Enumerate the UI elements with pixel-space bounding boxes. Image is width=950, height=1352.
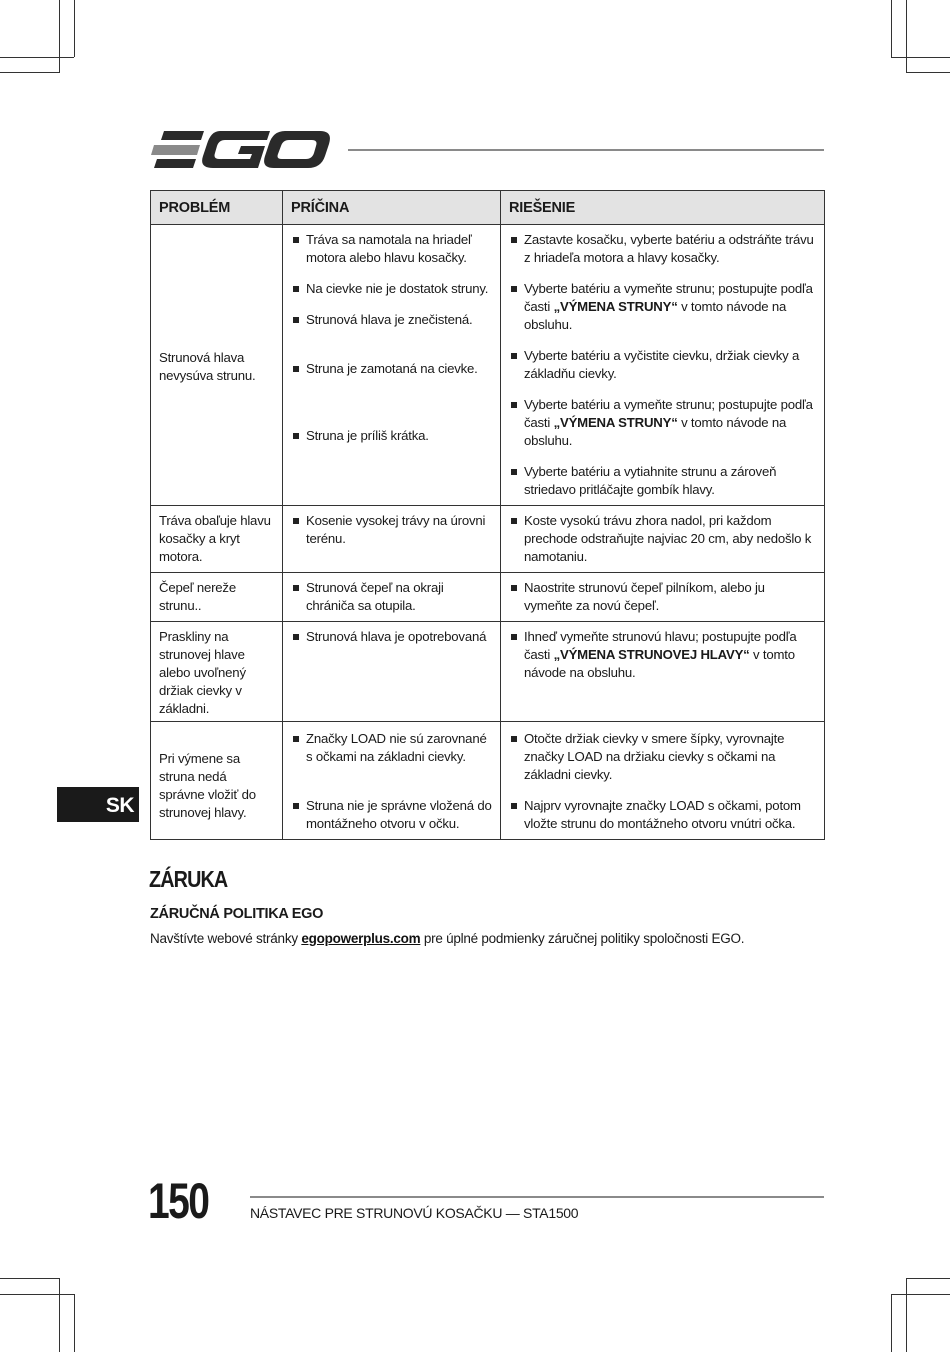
list-item: Kosenie vysokej trávy na úrovni terénu. xyxy=(291,512,492,548)
footer-title: NÁSTAVEC PRE STRUNOVÚ KOSAČKU — STA1500 xyxy=(250,1205,579,1221)
crop-mark xyxy=(906,1278,950,1279)
list-item: Vyberte batériu a vytiahnite strunu a zároveň striedavo pritláčajte gombík hlavy. xyxy=(509,463,816,499)
solution-cell xyxy=(501,225,825,506)
list-item: Ihneď vymeňte strunovú hlavu; postupujte podľa časti „VÝMENA STRUNOVEJ HLAVY“ v tomto návode na obsluhu. xyxy=(509,628,816,682)
header-rule xyxy=(348,149,824,151)
problem-cell: Čepeľ nereže strunu.. xyxy=(151,573,283,622)
crop-mark xyxy=(74,1294,75,1352)
table-row xyxy=(151,225,825,506)
solution-cell xyxy=(501,506,825,573)
cause-cell xyxy=(283,573,501,622)
crop-mark xyxy=(891,57,950,58)
crop-mark xyxy=(906,0,907,73)
list-item: Otočte držiak cievky v smere šípky, vyrovnajte značky LOAD na držiaku cievky s očkami na základni cievky. xyxy=(509,730,816,784)
crop-mark xyxy=(74,0,75,57)
cause-cell xyxy=(283,722,501,840)
section-subtitle: ZÁRUČNÁ POLITIKA EGO xyxy=(150,906,324,922)
footer-rule xyxy=(250,1196,824,1198)
list-item: Naostrite strunovú čepeľ pilníkom, alebo ju vymeňte za novú čepeľ. xyxy=(509,579,816,615)
crop-mark xyxy=(59,1278,60,1352)
list-item: Struna nie je správne vložená do montážneho otvoru v očku. xyxy=(291,797,492,833)
crop-mark xyxy=(891,1294,950,1295)
list-item: Na cievke nie je dostatok struny. xyxy=(291,280,492,298)
list-item: Značky LOAD nie sú zarovnané s očkami na základni cievky. xyxy=(291,730,492,766)
website-link[interactable]: egopowerplus.com xyxy=(301,931,421,946)
header-solution: RIEŠENIE xyxy=(501,191,825,225)
warranty-paragraph xyxy=(150,931,744,946)
list-item: Koste vysokú trávu zhora nadol, pri každom prechode odstraňujte najviac 20 cm, aby nedošlo k namotaniu. xyxy=(509,512,816,566)
solution-cell xyxy=(501,722,825,840)
crop-mark xyxy=(0,1294,74,1295)
solution-cell xyxy=(501,622,825,722)
list-item: Struna je zamotaná na cievke. xyxy=(291,360,492,378)
troubleshooting-table xyxy=(150,190,825,840)
problem-cell: Praskliny na strunovej hlave alebo uvoľnený držiak cievky v základni. xyxy=(151,622,283,722)
warranty-text-post: pre úplné podmienky záručnej politiky spoločnosti EGO. xyxy=(420,931,745,946)
language-tab: SK xyxy=(57,787,139,822)
page-number: 150 xyxy=(148,1173,209,1229)
cause-cell xyxy=(283,622,501,722)
problem-cell: Tráva obaľuje hlavu kosačky a kryt motora. xyxy=(151,506,283,573)
list-item: Strunová hlava je znečistená. xyxy=(291,311,492,329)
header-cause: PRÍČINA xyxy=(283,191,501,225)
cause-cell xyxy=(283,506,501,573)
crop-mark xyxy=(906,72,950,73)
ego-logo xyxy=(150,128,332,172)
list-item: Strunová čepeľ na okraji chrániča sa otupila. xyxy=(291,579,492,615)
list-item: Vyberte batériu a vyčistite cievku, držiak cievky a základňu cievky. xyxy=(509,347,816,383)
problem-cell: Pri výmene sa struna nedá správne vložiť do strunovej hlavy. xyxy=(151,722,283,840)
cause-cell xyxy=(283,225,501,506)
table-row xyxy=(151,506,825,573)
header-problem: PROBLÉM xyxy=(151,191,283,225)
crop-mark xyxy=(0,72,59,73)
table-row xyxy=(151,573,825,622)
crop-mark xyxy=(0,57,74,58)
crop-mark xyxy=(0,1278,59,1279)
list-item: Strunová hlava je opotrebovaná xyxy=(291,628,492,646)
crop-mark xyxy=(906,1278,907,1352)
warranty-text-pre: Navštívte webové stránky xyxy=(150,931,302,946)
list-item: Zastavte kosačku, vyberte batériu a odstráňte trávu z hriadeľa motora a hlavy kosačky. xyxy=(509,231,816,267)
table-row xyxy=(151,622,825,722)
section-title: ZÁRUKA xyxy=(149,866,228,892)
crop-mark xyxy=(891,1294,892,1352)
crop-mark xyxy=(891,0,892,57)
table-header-row xyxy=(151,191,825,225)
list-item: Vyberte batériu a vymeňte strunu; postupujte podľa časti „VÝMENA STRUNY“ v tomto návode na obsluhu. xyxy=(509,280,816,334)
problem-cell: Strunová hlava nevysúva strunu. xyxy=(151,225,283,506)
list-item: Struna je príliš krátka. xyxy=(291,427,492,445)
table-row xyxy=(151,722,825,840)
crop-mark xyxy=(59,0,60,73)
list-item: Najprv vyrovnajte značky LOAD s očkami, potom vložte strunu do montážneho otvoru vnútri očka. xyxy=(509,797,816,833)
list-item: Tráva sa namotala na hriadeľ motora alebo hlavu kosačky. xyxy=(291,231,492,267)
list-item: Vyberte batériu a vymeňte strunu; postupujte podľa časti „VÝMENA STRUNY“ v tomto návode na obsluhu. xyxy=(509,396,816,450)
solution-cell xyxy=(501,573,825,622)
